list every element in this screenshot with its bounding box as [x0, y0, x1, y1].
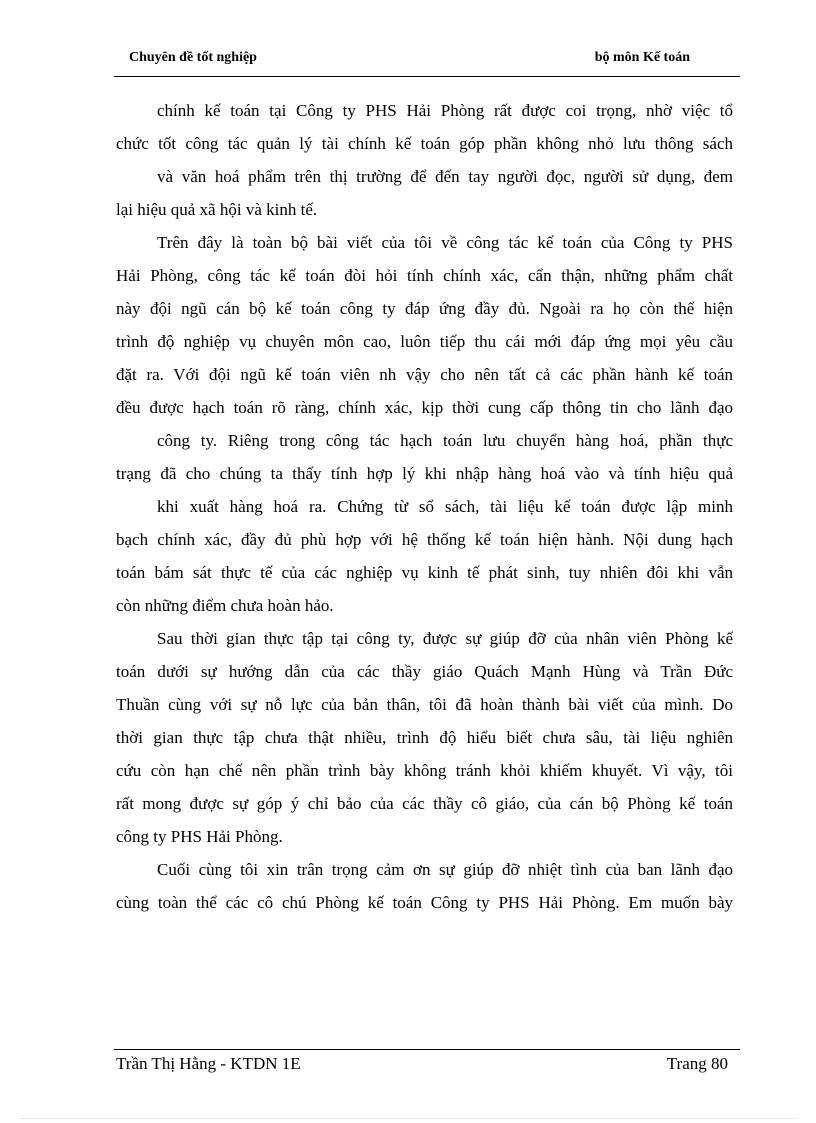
page-number: Trang 80	[666, 1054, 728, 1073]
text-line: còn những điểm chưa hoàn hảo.	[116, 596, 334, 615]
header-department: bộ môn Kế toán	[594, 50, 690, 65]
text-line: công ty PHS Hải Phòng.	[116, 827, 283, 846]
page-edge-divider	[20, 1118, 796, 1119]
text-line: trạng đã cho chúng ta thấy tính hợp lý khi nhập hàng hoá vào và tính hiệu quả	[116, 464, 733, 483]
text-line: Thuần cùng với sự nỗ lực của bản thân, tôi đã hoàn thành bài viết của mình. Do	[116, 695, 733, 714]
body-text	[116, 94, 733, 919]
text-line: lại hiệu quả xã hội và kinh tế.	[116, 200, 318, 219]
text-line: đặt ra. Với đội ngũ kế toán viên nh vậy cho nên tất cả các phần hành kế toán	[116, 365, 733, 384]
footer-divider	[114, 1049, 740, 1050]
text-line: cứu còn hạn chế nên phần trình bày không tránh khỏi khiếm khuyết. Vì vậy, tôi	[116, 761, 733, 780]
text-line: Cuối cùng tôi xin trân trọng cảm ơn sự giúp đỡ nhiệt tình của ban lãnh đạo	[157, 860, 733, 879]
text-line: cùng toàn thể các cô chú Phòng kế toán Công ty PHS Hải Phòng. Em muốn bày	[116, 893, 733, 912]
header-divider	[114, 76, 740, 77]
text-line: và văn hoá phẩm trên thị trường để đến tay người đọc, người sử dụng, đem	[157, 167, 733, 186]
text-line: chính kế toán tại Công ty PHS Hải Phòng rất được coi trọng, nhờ việc tổ	[157, 101, 733, 120]
text-line: rất mong được sự góp ý chỉ bảo của các thầy cô giáo, của cán bộ Phòng kế toán	[116, 794, 733, 813]
header-title: Chuyên đề tốt nghiệp	[129, 50, 257, 65]
text-line: khi xuất hàng hoá ra. Chứng từ sổ sách, tài liệu kế toán được lập minh	[157, 497, 733, 516]
text-line: toán dưới sự hướng dẫn của các thầy giáo Quách Mạnh Hùng và Trần Đức	[116, 662, 733, 681]
text-line: Hải Phòng, công tác kế toán đòi hỏi tính chính xác, cẩn thận, những phẩm chất	[116, 266, 733, 285]
text-line: bạch chính xác, đầy đủ phù hợp với hệ thống kế toán hiện hành. Nội dung hạch	[116, 530, 733, 549]
page-header	[114, 50, 740, 72]
text-line: thời gian thực tập chưa thật nhiều, trình độ hiểu biết chưa sâu, tài liệu nghiên	[116, 728, 733, 747]
text-line: công ty. Riêng trong công tác hạch toán lưu chuyển hàng hoá, phần thực	[157, 431, 733, 450]
text-line: toán bám sát thực tế của các nghiệp vụ kinh tế phát sinh, tuy nhiên đôi khi vẫn	[116, 563, 733, 582]
text-line: đều được hạch toán rõ ràng, chính xác, kịp thời cung cấp thông tin cho lãnh đạo	[116, 398, 733, 417]
text-line: này đội ngũ cán bộ kế toán công ty đáp ứng đầy đủ. Ngoài ra họ còn thể hiện	[116, 299, 733, 318]
text-line: trình độ nghiệp vụ chuyên môn cao, luôn tiếp thu cái mới đáp ứng mọi yêu cầu	[116, 332, 733, 351]
text-line: chức tốt công tác quản lý tài chính kế toán góp phần không nhỏ lưu thông sách	[116, 134, 733, 153]
text-line: Sau thời gian thực tập tại công ty, được sự giúp đỡ của nhân viên Phòng kế	[157, 629, 733, 648]
footer-author: Trần Thị Hằng - KTDN 1E	[116, 1054, 301, 1073]
text-line: Trên đây là toàn bộ bài viết của tôi về công tác kế toán của Công ty PHS	[157, 233, 733, 252]
